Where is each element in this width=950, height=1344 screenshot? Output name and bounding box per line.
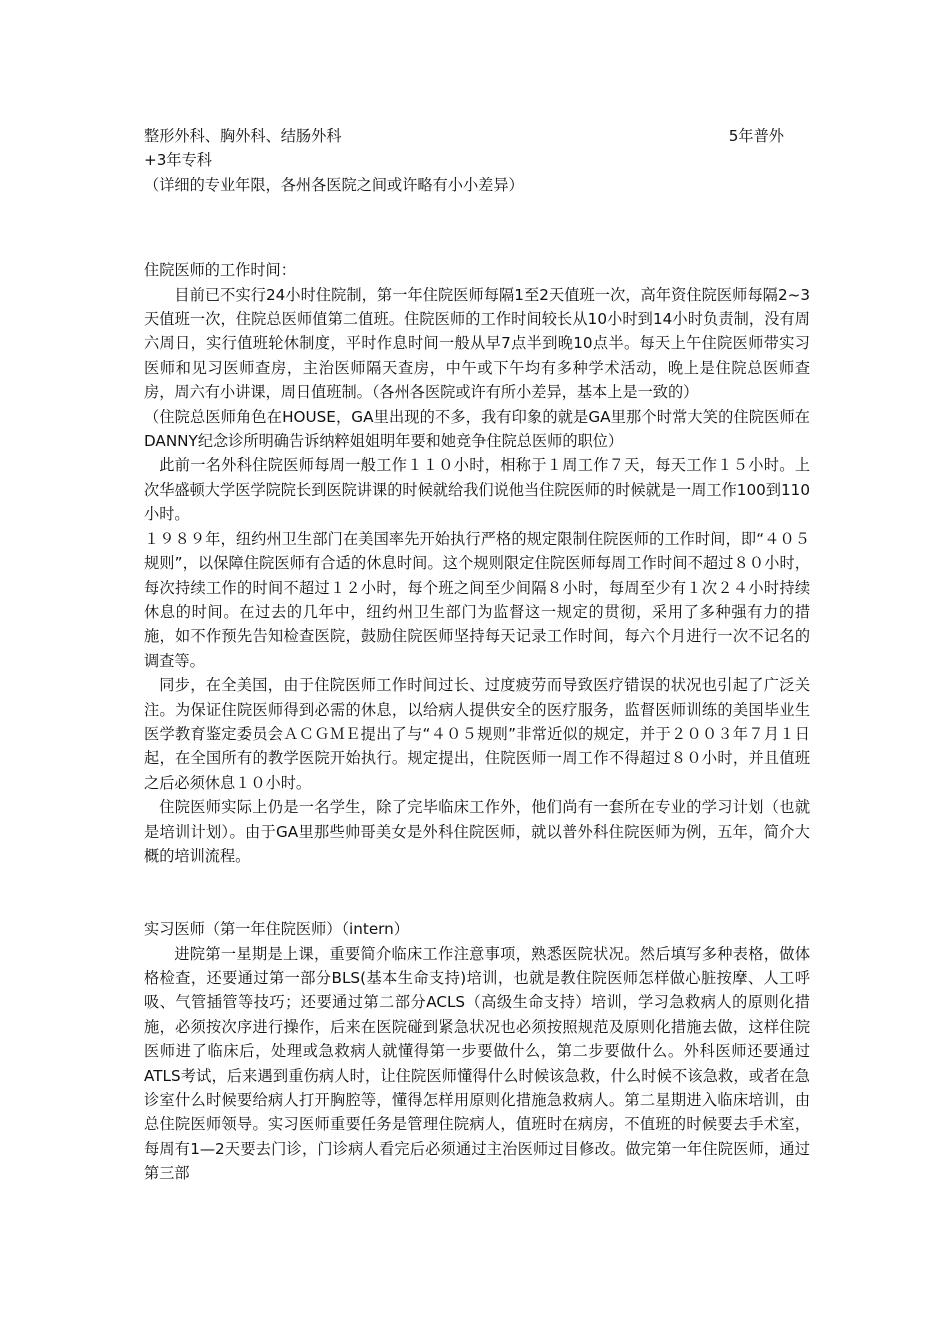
specialty-list: 整形外科、胸外科、结肠外科 bbox=[144, 127, 342, 145]
training-years-continuation: +3年专科 bbox=[144, 151, 212, 170]
document-page bbox=[144, 124, 810, 1186]
paragraph: （住院总医师角色在HOUSE，GA里出现的不多，我有印象的就是GA里那个时常大笑的住院医师在DANNY纪念诊所明确告诉纳粹姐姐明年要和她竞争住院总医师的职位） bbox=[144, 407, 810, 451]
specialty-row bbox=[144, 124, 810, 148]
paragraph: 目前已不实行24小时住院制，第一年住院医师每隔1至2天值班一次，高年资住院医师每隔2~3天值班一次，住院总医师值第二值班。住院医师的工作时间较长从10小时到14小时负责制，没有周六周日，实行值班轮休制度，平时作息时间一般从早7点半到晚10点半。每天上午住院医师带实习医师和见习医师查房，主治医师隔天查房，中午或下午均有多种学术活动，晚上是住院总医师查房，周六有小讲课，周日值班制。（各州各医院或许有所小差异，基本上是一致的） bbox=[144, 285, 810, 402]
paragraph: 进院第一星期是上课，重要简介临床工作注意事项，熟悉医院状况。然后填写多种表格，做体格检查，还要通过第一部分BLS(基本生命支持)培训，也就是教住院医师怎样做心脏按摩、人工呼吸、气管插管等技巧；还要通过第二部分ACLS（高级生命支持）培训，学习急救病人的原则化措施，必须按次序进行操作，后来在医院碰到紧急状况也必须按照规范及原则化措施去做，这样住院医师进了临床后，处理或急救病人就懂得第一步要做什么，第二步要做什么。外科医师还要通过ATLS考试，后来遇到重伤病人时，让住院医师懂得什么时候该急救，什么时候不该急救，或者在急诊室什么时候要给病人打开胸腔等，懂得怎样用原则化措施急救病人。第二星期进入临床培训，由总住院医师领导。实习医师重要任务是管理住院病人，值班时在病房，不值班的时候要去手术室，每周有1—2天要去门诊，门诊病人看完后必须通过主治医师过目修改。做完第一年住院医师，通过第三部 bbox=[144, 944, 810, 1183]
spacer bbox=[144, 197, 810, 258]
variation-note: （详细的专业年限，各州各医院之间或许略有小小差异） bbox=[144, 175, 524, 194]
training-years: 5年普外 bbox=[728, 127, 784, 145]
paragraph: １９８９年，纽约州卫生部门在美国率先开始执行严格的规定限制住院医师的工作时间，即“４０５规则”，以保障住院医师有合适的休息时间。这个规则限定住院医师每周工作时间不超过８０小时，每次持续工作的时间不超过１２小时，每个班之间至少间隔８小时，每周至少有１次２４小时持续休息的时间。在过去的几年中，纽约州卫生部门为监督这一规定的贯彻，采用了多种强有力的措施，如不作预先告知检查医院，鼓励住院医师坚持每天记录工作时间，每六个月进行一次不记名的调查等。 bbox=[144, 529, 810, 670]
section-heading-intern: 实习医师（第一年住院医师）（intern） bbox=[144, 920, 409, 939]
paragraph: 此前一名外科住院医师每周一般工作１１０小时，相称于１周工作７天，每天工作１５小时。上次华盛顿大学医学院院长到医院讲课的时候就给我们说他当住院医师的时候就是一周工作100到110小时。 bbox=[144, 456, 810, 524]
spacer bbox=[144, 868, 810, 917]
section-heading-work-hours: 住院医师的工作时间： bbox=[144, 261, 296, 280]
paragraph: 住院医师实际上仍是一名学生，除了完毕临床工作外，他们尚有一套所在专业的学习计划（也就是培训计划）。由于GA里那些帅哥美女是外科住院医师，就以普外科住院医师为例，五年，简介大概的培训流程。 bbox=[144, 798, 810, 865]
paragraph: 同步，在全美国，由于住院医师工作时间过长、过度疲劳而导致医疗错误的状况也引起了广泛关注。为保证住院医师得到必需的休息，以给病人提供安全的医疗服务，监督医师训练的美国毕业生医学教育鉴定委员会ＡＣＧＭＥ提出了与“４０５规则”非常近似的规定，并于２００３年７月１日起，在全国所有的教学医院开始执行。规定提出，住院医师一周工作不得超过８０小时，并且值班之后必须休息１０小时。 bbox=[144, 676, 810, 792]
